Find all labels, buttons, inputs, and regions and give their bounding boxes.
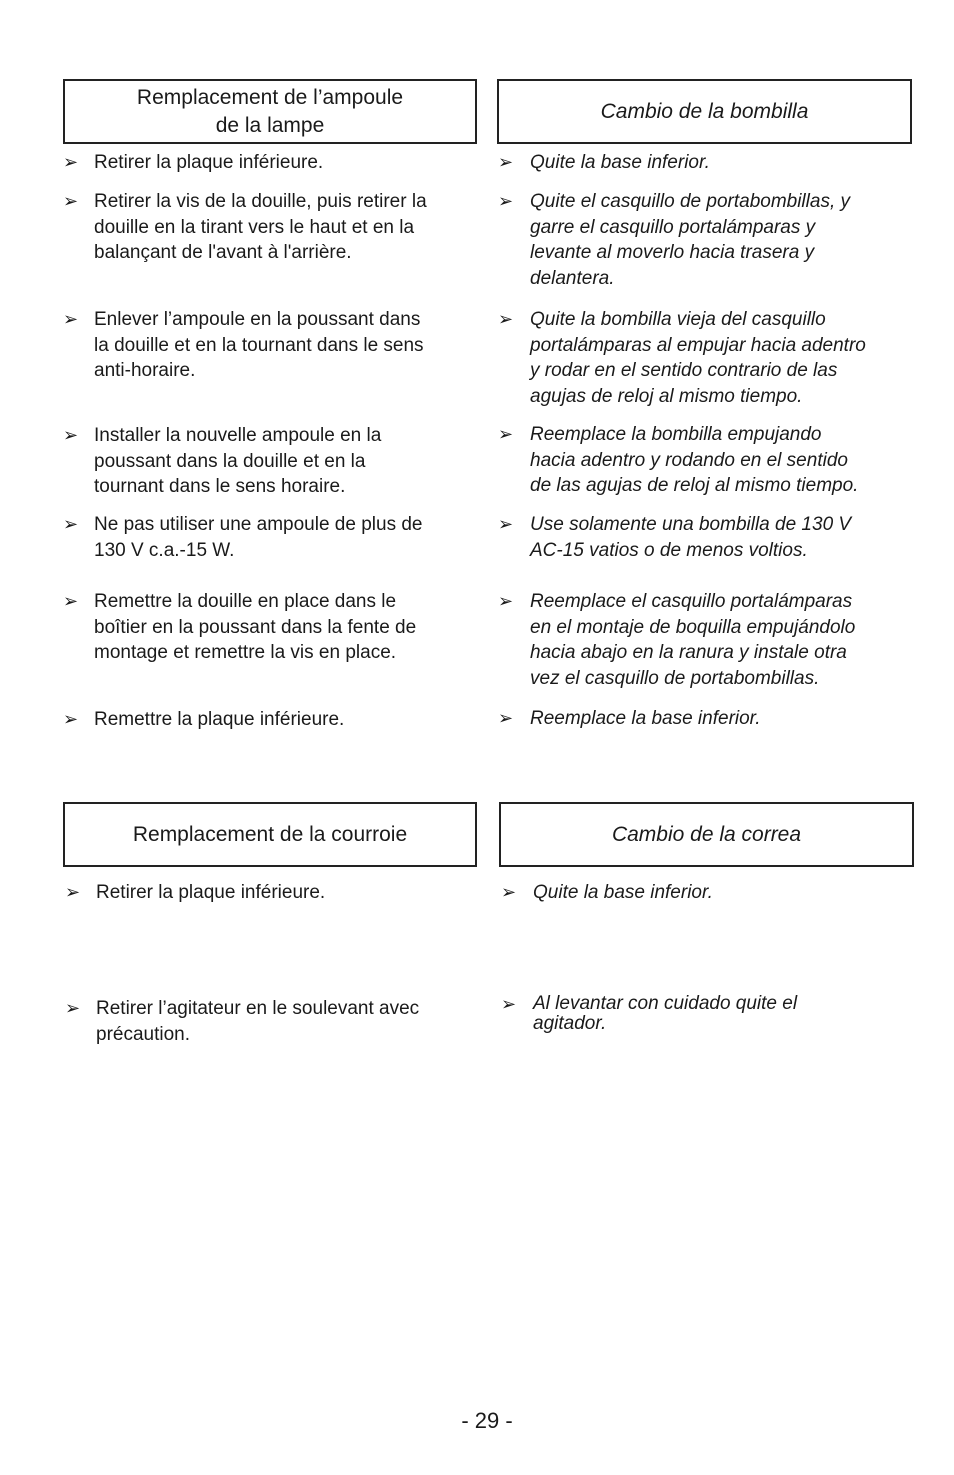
es-lamp-step-3-text: Quite la bombilla vieja del casquillo portalámparas al empujar hacia adentro y rodar en el sentido contrario de las agujas de reloj al mismo tiempo. [530,309,866,407]
bullet-arrow-icon: ➢ [498,424,514,444]
page-number: - 29 - [461,1408,513,1433]
bullet-arrow-icon: ➢ [498,514,514,534]
bullet-arrow-icon: ➢ [498,591,514,611]
bullet-arrow-icon: ➢ [63,425,79,445]
heading-belt-fr-text: Remplacement de la courroie [132,822,408,846]
bullet-arrow-icon: ➢ [498,191,514,211]
bullet-arrow-icon: ➢ [63,591,79,611]
heading-lamp-es [497,79,912,144]
bullet-arrow-icon: ➢ [63,709,79,729]
fr-lamp-step-4-text: Installer la nouvelle ampoule en la poussant dans la douille et en la tournant dans le sens horaire. [94,425,382,497]
fr-lamp-step-2-text: Retirer la vis de la douille, puis retirer la douille en la tirant vers le haut et en la balançant de l'avant à l'arrière. [94,191,427,263]
heading-lamp-fr [63,79,477,144]
es-lamp-step-7-text: Reemplace la base inferior. [530,708,761,729]
bullet-arrow-icon: ➢ [498,152,514,172]
fr-lamp-step-5-text: Ne pas utiliser une ampoule de plus de 130 V c.a.-15 W. [94,514,423,561]
fr-lamp-step-3-text: Enlever l’ampoule en la poussant dans la douille et en la tournant dans le sens anti-horaire. [94,309,424,381]
bullet-arrow-icon: ➢ [501,882,517,902]
fr-lamp-step-7-text: Remettre la plaque inférieure. [94,709,345,730]
bullet-arrow-icon: ➢ [65,882,81,902]
bullet-arrow-icon: ➢ [63,514,79,534]
heading-belt-fr [63,802,477,867]
fr-belt-step-2-text: Retirer l’agitateur en le soulevant avec précaution. [96,998,420,1045]
fr-lamp-step-6-text: Remettre la douille en place dans le boîtier en la poussant dans la fente de montage et remettre la vis en place. [94,591,417,663]
heading-belt-es [499,802,914,867]
fr-belt-step-1-text: Retirer la plaque inférieure. [96,882,326,903]
es-lamp-step-6-text: Reemplace el casquillo portalámparas en el montaje de boquilla empujándolo hacia abajo en la ranura y instale otra vez el casquillo de portabombillas. [530,591,856,689]
heading-belt-es-text: Cambio de la correa [611,822,802,846]
bullet-arrow-icon: ➢ [498,309,514,329]
es-belt-step-1-text: Quite la base inferior. [533,882,713,903]
fr-lamp-step-1-text: Retirer la plaque inférieure. [94,152,324,173]
es-lamp-step-4-text: Reemplace la bombilla empujando hacia adentro y rodando en el sentido de las agujas de reloj al mismo tiempo. [530,424,859,496]
bullet-arrow-icon: ➢ [63,191,79,211]
heading-lamp-fr-text: Remplacement de l’ampoule de la lampe [136,85,404,137]
bullet-arrow-icon: ➢ [63,152,79,172]
es-lamp-step-2-text: Quite el casquillo de portabombillas, y garre el casquillo portalámparas y levante al moverlo hacia trasera y delantera. [530,191,851,289]
bullet-arrow-icon: ➢ [63,309,79,329]
es-belt-step-2-text: Al levantar con cuidado quite el agitador. [533,993,798,1034]
bullet-arrow-icon: ➢ [65,998,81,1018]
bullet-arrow-icon: ➢ [501,994,517,1014]
es-lamp-step-1-text: Quite la base inferior. [530,152,710,173]
es-lamp-step-5-text: Use solamente una bombilla de 130 V AC-15 vatios o de menos voltios. [530,514,852,561]
heading-lamp-es-text: Cambio de la bombilla [600,99,809,123]
bullet-arrow-icon: ➢ [498,708,514,728]
